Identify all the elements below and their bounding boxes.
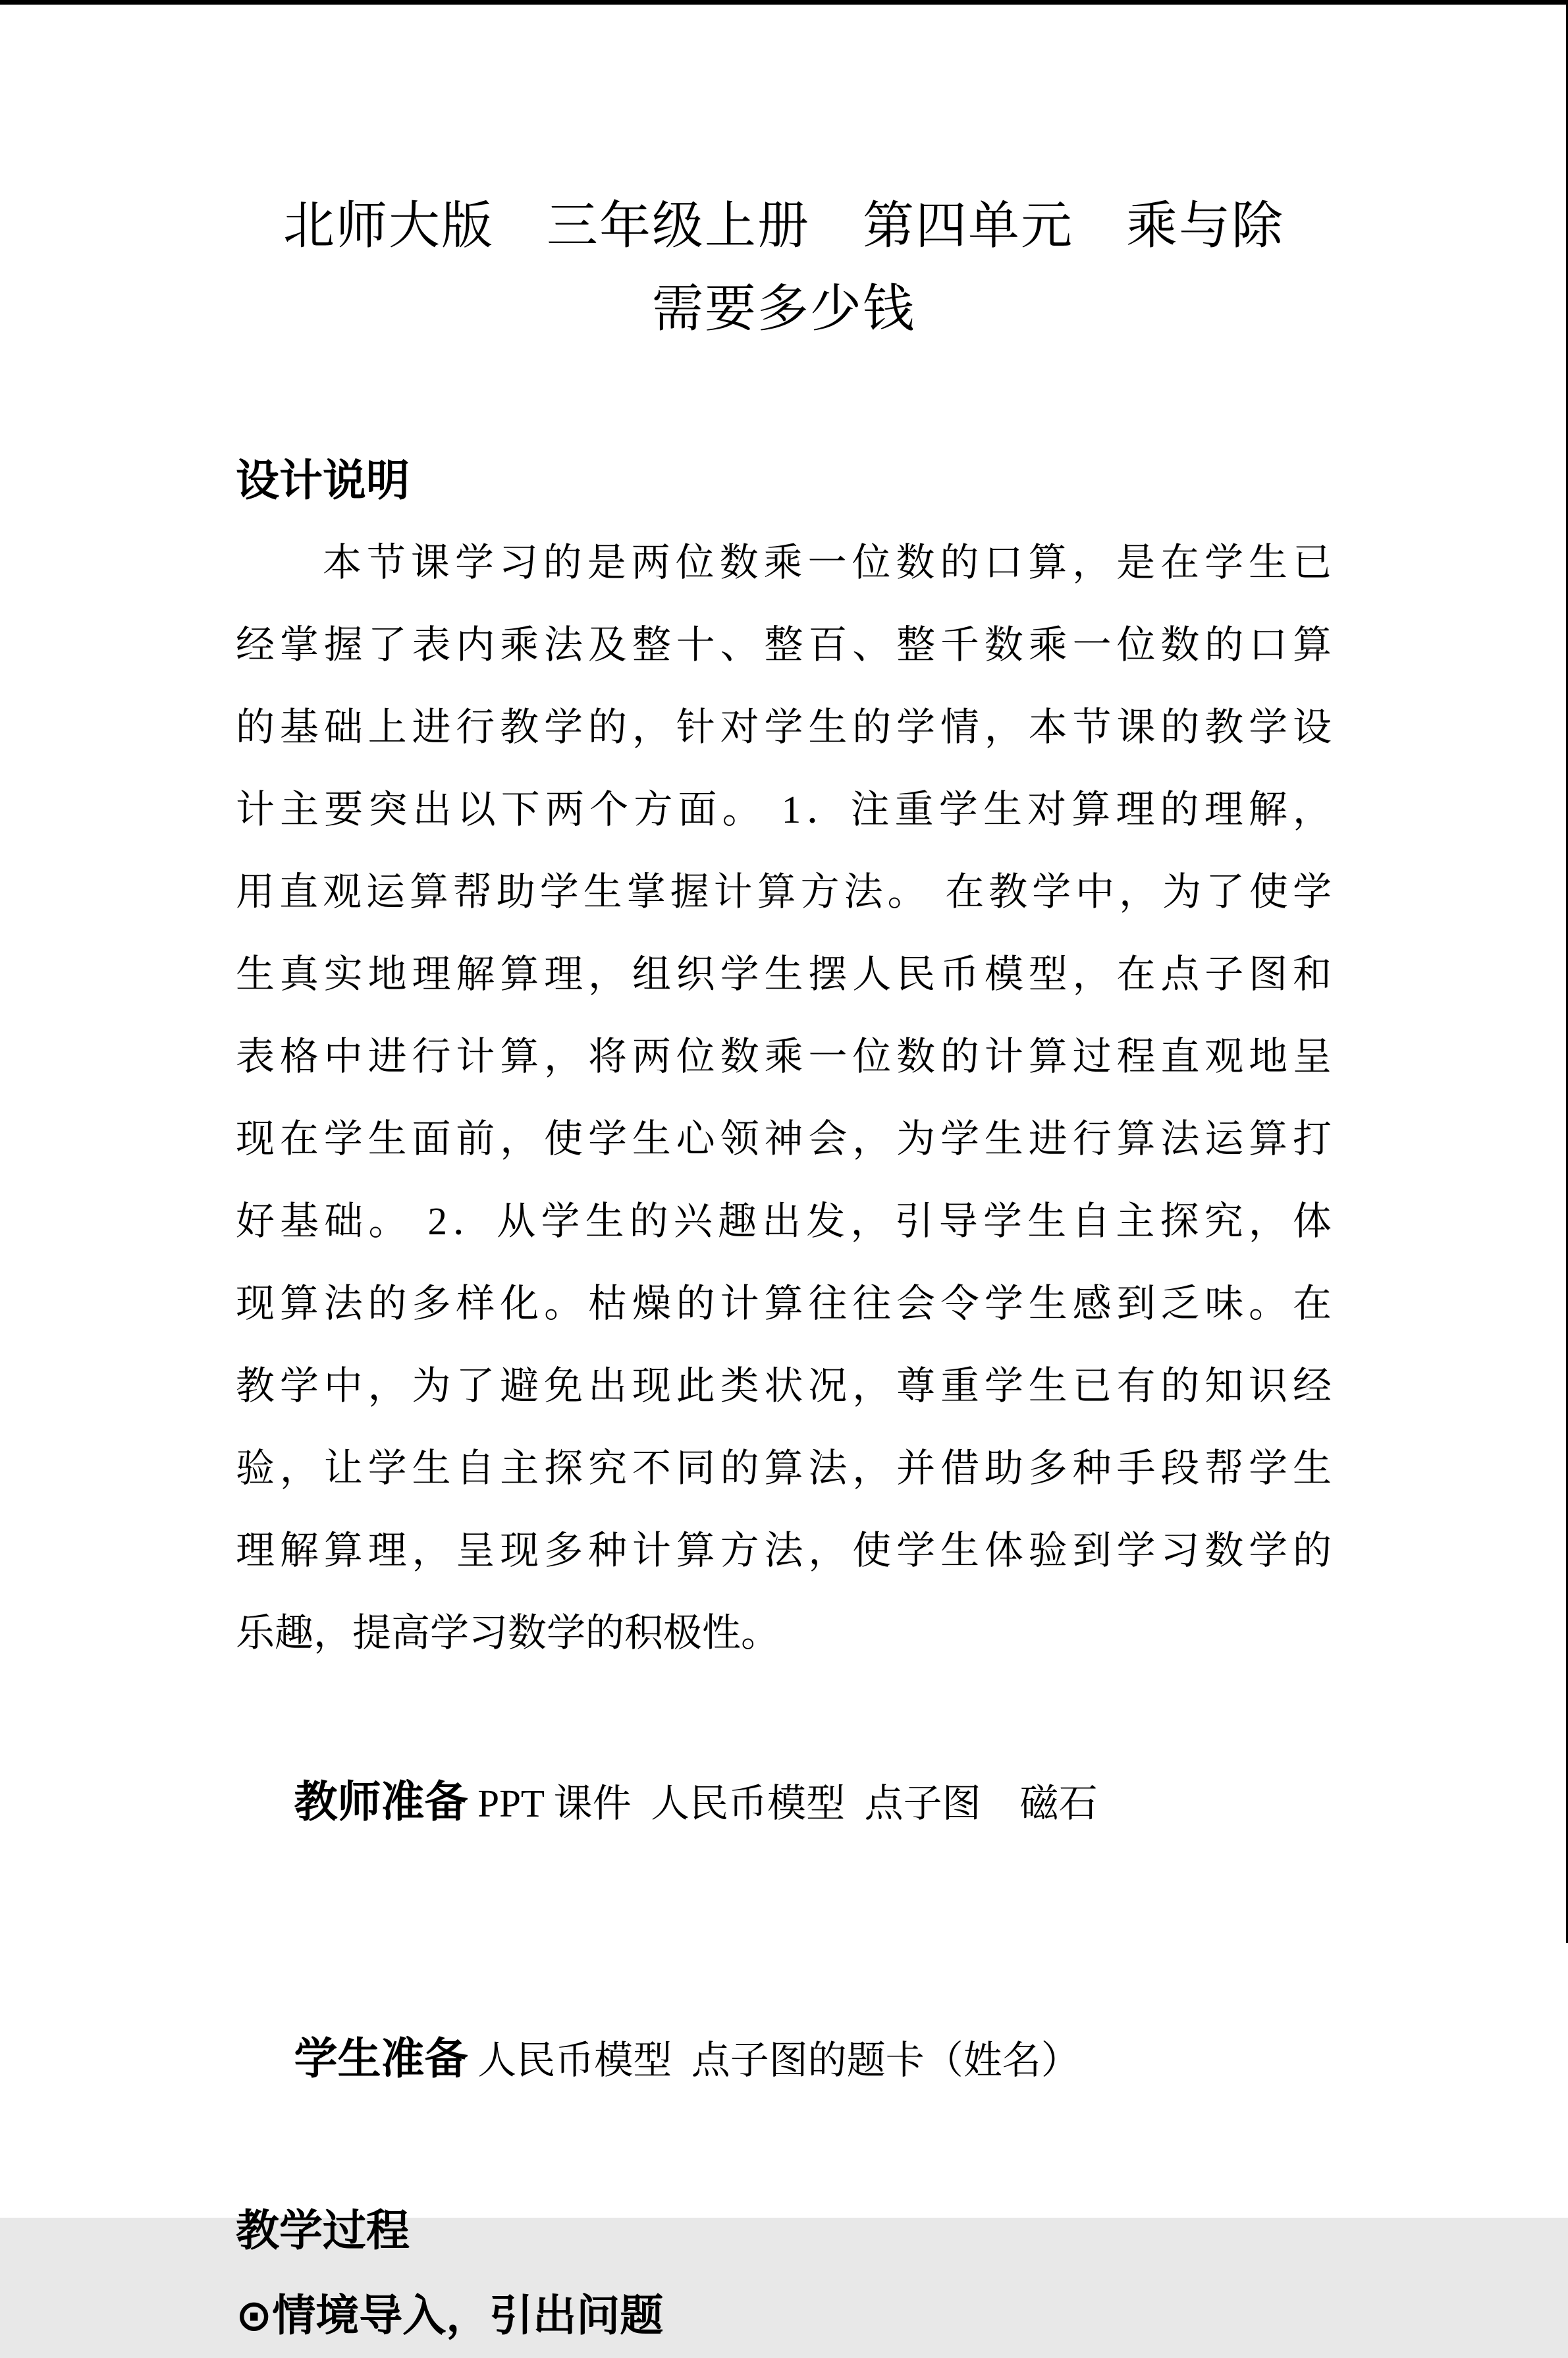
- design-notes-paragraph: [236, 522, 1332, 1674]
- document-title-line1: 北师大版 三年级上册 第四单元 乘与除: [283, 197, 1284, 254]
- process-heading: 教学过程: [236, 2206, 410, 2255]
- paragraph-line: 乐趣，提高学习数学的积极性。: [236, 1611, 780, 1655]
- step-heading-situation-intro: ⊙情境导入，引出问题: [236, 2291, 664, 2340]
- paragraph-line: 本节课学习的是两位数乘一位数的口算，是在学生已: [323, 541, 1332, 584]
- student-prep-line: [236, 1931, 1332, 2188]
- paragraph-line: 好基础。 2．从学生的兴趣出发，引导学生自主探究，体: [236, 1199, 1332, 1243]
- paragraph-line: 教学中，为了避免出现此类状况，尊重学生已有的知识经: [236, 1364, 1332, 1408]
- student-prep-items: 人民币模型 点子图的题卡（姓名）: [468, 2039, 1080, 2082]
- document-title: [236, 184, 1332, 350]
- teacher-prep-line: [236, 1674, 1332, 1931]
- paragraph-line: 验，让学生自主探究不同的算法，并借助多种手段帮学生: [236, 1446, 1332, 1490]
- paragraph-line: 的基础上进行教学的，针对学生的学情，本节课的教学设: [236, 705, 1332, 749]
- paragraph-line: 计主要突出以下两个方面。 1．注重学生对算理的理解，: [236, 788, 1332, 831]
- paragraph-line: 现在学生面前，使学生心领神会，为学生进行算法运算打: [236, 1117, 1332, 1161]
- page-content: [236, 0, 1332, 2358]
- document-title-line2: 需要多少钱: [651, 280, 915, 337]
- paragraph-line: 用直观运算帮助学生掌握计算方法。 在教学中，为了使学: [236, 870, 1332, 914]
- teacher-prep-items: PPT 课件 人民币模型 点子图 磁石: [468, 1782, 1098, 1825]
- paragraph-line: 理解算理，呈现多种计算方法，使学生体验到学习数学的: [236, 1529, 1332, 1572]
- paragraph-line: 经掌握了表内乘法及整十、整百、整千数乘一位数的口算: [236, 623, 1332, 667]
- teacher-prep-label: 教师准备: [294, 1777, 468, 1826]
- paragraph-line: 生真实地理解算理，组织学生摆人民币模型，在点子图和: [236, 952, 1332, 996]
- section-heading-design-notes: 设计说明: [236, 456, 410, 505]
- paragraph-line: 表格中进行计算，将两位数乘一位数的计算过程直观地呈: [236, 1035, 1332, 1078]
- paragraph-line: 现算法的多样化。枯燥的计算往往会令学生感到乏味。在: [236, 1282, 1332, 1325]
- student-prep-label: 学生准备: [294, 2034, 468, 2083]
